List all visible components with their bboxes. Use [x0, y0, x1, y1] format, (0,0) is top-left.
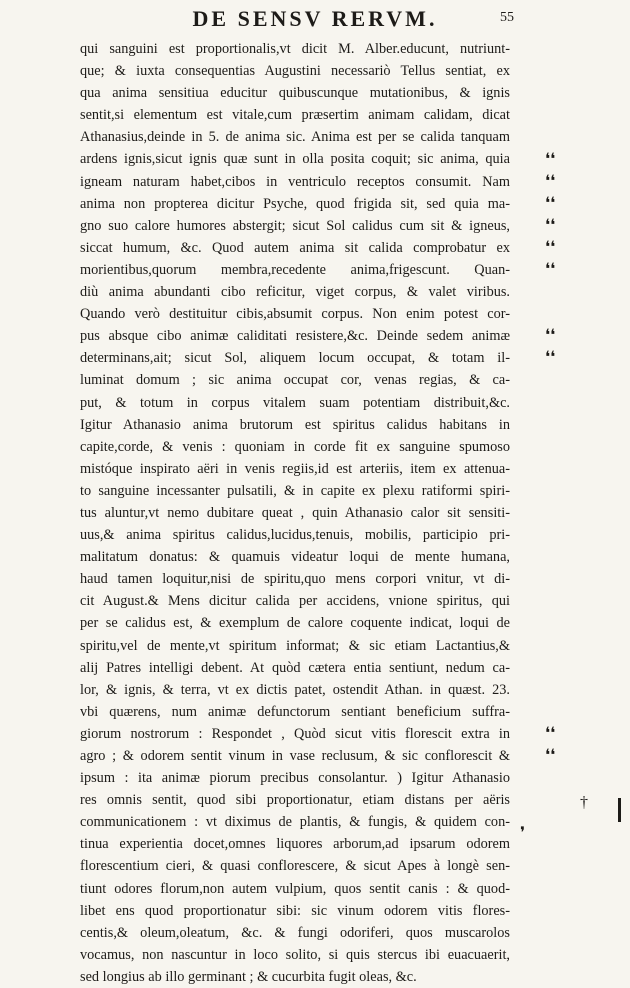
dagger-mark: †: [580, 794, 588, 811]
text-line: haud tamen loquitur,nisi de spiritu,quo mens corpori vnitur, vt di-: [80, 571, 510, 588]
text-line: uus,& anima spiritus calidus,lucidus,tenuis, mobilis, participio pri-: [80, 527, 510, 544]
text-line: sentit,si elementum est vitale,cum præsertim animam calidam, dicat: [80, 107, 510, 124]
catch-mark: ❜: [520, 825, 526, 842]
margin-quote-mark: ❛❛: [545, 747, 556, 765]
text-line: capite,corde, & venis : quoniam in corde fit ex sanguine spumoso: [80, 438, 510, 455]
margin-quote-mark: ❛❛: [545, 327, 556, 345]
running-head: DE SENSV RERVM.: [192, 6, 438, 31]
text-line: giorum nostrorum : Respondet , Quòd sicut vitis florescit extra in: [80, 725, 510, 742]
text-line: cit August.& Mens dicitur calida per accidens, vnione spiritus, qui: [80, 593, 510, 610]
text-line: igneam naturam habet,cibos in ventriculo receptos consumit. Nam: [80, 173, 510, 190]
text-line: lor, & ignis, & terra, vt ex dictis patet, ostendit Athan. in quæst. 23.: [80, 681, 510, 698]
text-line: sed longius ab illo germinant ; & cucurbita fugit oleas, &c.: [80, 968, 417, 985]
text-line: mistóque inspirato aëri in venis regiis,id est arteriis, item ex attenua-: [80, 460, 510, 477]
text-line: vocamus, non nascuntur in loco solito, si quis stercus ibi euacuaerit,: [80, 946, 510, 963]
margin-quote-mark: ❛❛: [545, 725, 556, 743]
text-line: anima non propterea dicitur Psyche, quod frigida sit, sed quia ma-: [80, 195, 510, 212]
text-line: qua anima sensitiua educitur quibuscunque mutationibus, & ignis: [80, 85, 510, 102]
margin-quote-mark: ❛❛: [545, 349, 556, 367]
text-line: Igitur Athanasio anima brutorum est spiritus calidus habitans in: [80, 416, 510, 433]
page-number: 55: [500, 10, 514, 25]
text-line: to sanguine incessanter pulsatili, & in capite ex plexu ratiformi spiri-: [80, 482, 510, 499]
text-line: res omnis sentit, quod sibi proportionatur, etiam distans per aëris: [80, 792, 510, 809]
text-line: que; & iuxta consequentias Augustini necessariò Tellus sentiat, ex: [80, 63, 510, 80]
margin-quote-mark: ❛❛: [545, 194, 556, 212]
text-line: agro ; & odorem sentit vinum in vase reclusum, & sic conflorescit &: [80, 748, 510, 764]
margin-quote-marks: [0, 38, 630, 838]
text-line: diù anima abundanti cibo reficitur, viget corpus, & valet viribus.: [80, 284, 510, 301]
margin-quote-mark: ❛❛: [545, 150, 556, 168]
edge-bracket: [618, 798, 621, 822]
text-line: communicationem : vt diximus de plantis, & fungis, & quidem con-: [80, 814, 510, 831]
text-line: tus aluntur,vt nemo dubitare queat , quin Athanasio calor sit sensiti-: [80, 504, 510, 521]
text-line: malitatum donatus: & quamuis videatur loqui de mente humana,: [80, 549, 510, 566]
margin-quote-mark: ❛❛: [545, 261, 556, 278]
text-line: spiritu,vel de mente,vt spiritum informat; & sic etiam Lactantius,&: [80, 637, 510, 654]
margin-quote-mark: ❛❛: [545, 238, 556, 256]
text-line: pus absque cibo animæ caliditati resistere,&c. Deinde sedem animæ: [80, 328, 510, 345]
text-line: tinua experientia docet,omnes liquores arborum,ad ipsarum odorem: [80, 836, 510, 853]
text-line: florescentium cieri, & quasi conflorescere, & sicut Apes à longè sen-: [80, 858, 510, 875]
text-line: luminat domum ; sic anima occupat cor, venas regias, & ca-: [80, 372, 510, 389]
text-line: put, & totum in corpus vitalem suam potentiam distribuit,&c.: [80, 394, 510, 411]
text-line: siccat humum, &c. Quod autem anima sit calida comprobatur ex: [80, 239, 510, 256]
text-line: centis,& oleum,oleatum, &c. & fungi odoriferi, quos muscarolos: [80, 924, 510, 941]
text-line: vbi quærens, num animæ defunctorum sentiant beneficium suffra-: [80, 703, 510, 720]
text-line: tiunt odores florum,non autem vulpium, quos sentit canis : & quod-: [80, 880, 510, 897]
text-line: Quando verò destituitur cibis,absumit corpus. Non enim potest cor-: [80, 306, 510, 323]
margin-quote-mark: ❛❛: [545, 172, 556, 190]
text-line: gno suo calore humores abstergit; sicut Sol calidus cum sit & igneus,: [80, 217, 510, 234]
text-line: ipsum : ita animæ piorum precibus consolantur. ) Igitur Athanasio: [80, 770, 510, 787]
text-line: ardens ignis,sicut ignis quæ sunt in olla posita coquit; sic anima, quia: [80, 151, 510, 168]
text-line: libet ens quod proportionatur sibi: sic vinum odorem vitis flores-: [80, 902, 510, 919]
text-line: determinans,ait; sicut Sol, aliquem locum occupat, & totam il-: [80, 350, 510, 367]
text-line: alij Patres intelligi debent. At quòd cætera entia sentiunt, nedum ca-: [80, 659, 510, 676]
margin-quote-mark: ❛❛: [545, 216, 556, 234]
text-line: qui sanguini est proportionalis,vt dicit M. Alber.educunt, nutriunt-: [80, 41, 510, 57]
text-line: per se calidus est, & exemplum de calore coquente indicat, loqui de: [80, 615, 510, 632]
text-line: Athanasius,deinde in 5. de anima sic. Anima est per se calida tanquam: [80, 129, 510, 146]
text-line: morientibus,quorum membra,recedente anima,frigescunt. Quan-: [80, 261, 510, 278]
